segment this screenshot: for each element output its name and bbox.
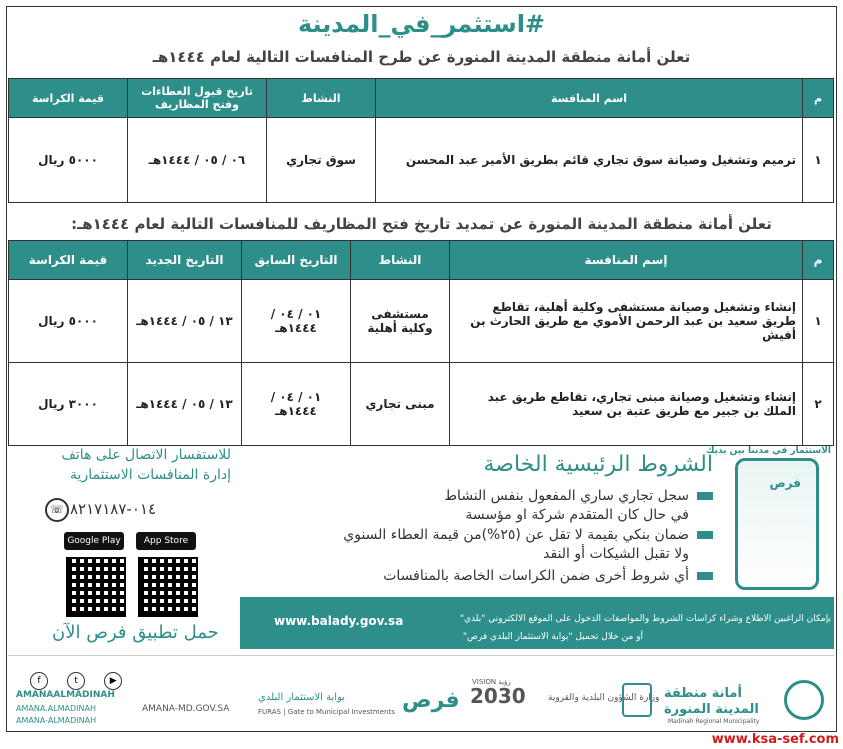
amana-name-line2: المدينة المنورة bbox=[664, 702, 759, 717]
saudi-emblem-icon bbox=[622, 683, 652, 717]
cell-number: ٢ bbox=[803, 363, 834, 446]
vision-2030-logo: 2030 bbox=[470, 684, 526, 708]
col-activity: النشاط bbox=[267, 79, 376, 118]
bullet-icon bbox=[697, 492, 713, 500]
hashtag-title: #استثمر_في_المدينة bbox=[297, 10, 546, 38]
cell-tender-name: إنشاء وتشغيل وصيانة مستشفى وكلية أهلية، تقاطع طريق سعيد بن عبد الرحمن الأموي مع طريق الحارث بن أفيش bbox=[450, 280, 803, 363]
subtitle-tenders: تعلن أمانة منطقة المدينة المنورة عن طرح المنافسات التالية لعام ١٤٤٤هـ bbox=[152, 48, 691, 66]
col-price: قيمة الكراسة bbox=[9, 241, 128, 280]
cell-activity: مبنى تجاري bbox=[351, 363, 450, 446]
col-tender-name: إسم المنافسة bbox=[450, 241, 803, 280]
portal-name-ar: بوابة الاستثمار البلدي bbox=[258, 692, 346, 703]
subtitle-extension: تعلن أمانة منطقة المدينة المنورة عن تمديد تاريخ فتح المظاريف للمنافسات التالية لعام ١٤٤٤هـ: bbox=[71, 215, 772, 233]
facebook-icon[interactable]: f bbox=[30, 672, 48, 690]
col-new-date: التاريخ الجديد bbox=[128, 241, 242, 280]
qr-code-google-play[interactable] bbox=[66, 557, 126, 617]
ministry-name: وزارة الشؤون البلدية والقروية bbox=[548, 693, 660, 703]
condition-item: أي شروط أخرى ضمن الكراسات الخاصة بالمنافسات bbox=[383, 568, 713, 584]
amana-logo-icon bbox=[784, 680, 824, 720]
cell-activity: مستشفى وكلية أهلية bbox=[351, 280, 450, 363]
band-text: أو من خلال تحميل "بوابة الاستثمار البلدي فرص" bbox=[462, 632, 643, 642]
watermark: www.ksa-sef.com bbox=[711, 732, 839, 747]
qr-code-app-store[interactable] bbox=[138, 557, 198, 617]
furas-app-logo: فرص bbox=[769, 476, 801, 490]
amana-website[interactable]: AMANA-MD.GOV.SA bbox=[142, 704, 230, 714]
table-row bbox=[9, 280, 834, 363]
amana-name-en: Madinah Regional Municipality bbox=[668, 718, 760, 725]
inquiry-line1: للاستفسار الاتصال على هاتف bbox=[61, 447, 231, 463]
extension-table bbox=[8, 240, 834, 446]
condition-item: سجل تجاري ساري المفعول بنفس النشاط bbox=[444, 488, 713, 504]
snapchat-handle[interactable]: AMANA-ALMADINAH bbox=[16, 716, 97, 725]
condition-item: ضمان بنكي بقيمة لا تقل عن (٢٥%)من قيمة العطاء السنوي bbox=[343, 527, 713, 543]
condition-item-cont: ولا تقبل الشيكات أو النقد bbox=[543, 546, 689, 562]
inquiry-line2: إدارة المنافسات الاستثمارية bbox=[70, 467, 231, 483]
condition-item-cont: في حال كان المتقدم شركة او مؤسسة bbox=[465, 507, 689, 523]
col-previous-date: التاريخ السابق bbox=[242, 241, 351, 280]
phone-mock-label: الاستثمار في مدننا بين يديك bbox=[706, 446, 831, 456]
bullet-icon bbox=[697, 572, 713, 580]
col-date: تاريخ قبول العطاءات وفتح المظاريف bbox=[128, 79, 267, 118]
col-price: قيمة الكراسة bbox=[9, 79, 128, 118]
cell-number: ١ bbox=[803, 118, 834, 203]
phone-number[interactable]: ٠١٤-٨٢١٧١٨٧ bbox=[70, 500, 156, 518]
cell-tender-name: إنشاء وتشغيل وصيانة مبنى تجاري، تقاطع طريق عبد الملك بن جبير مع طريق عتبة بن سعيد bbox=[450, 363, 803, 446]
vision-label: VISION رؤية bbox=[472, 678, 511, 686]
twitter-icon[interactable]: t bbox=[67, 672, 85, 690]
cell-new-date: ١٣ / ٠٥ / ١٤٤٤هـ bbox=[128, 363, 242, 446]
cell-number: ١ bbox=[803, 280, 834, 363]
col-tender-name: اسم المنافسة bbox=[376, 79, 803, 118]
cell-previous-date: ٠١ / ٠٤ / ١٤٤٤هـ bbox=[242, 363, 351, 446]
conditions-title: الشروط الرئيسية الخاصة bbox=[483, 452, 713, 477]
cell-tender-name: ترميم وتشغيل وصيانة سوق تجاري قائم بطريق الأمير عبد المحسن bbox=[376, 118, 803, 203]
download-app-cta: حمل تطبيق فرص الآن bbox=[52, 622, 219, 643]
amana-name-line1: أمانة منطقة bbox=[664, 686, 742, 701]
cell-price: ٥٠٠٠ ريال bbox=[9, 280, 128, 363]
band-text: بإمكان الراغبين الاطلاع وشراء كراسات الشروط والمواصفات الدخول على الموقع الالكتروني "بلدي" bbox=[459, 614, 831, 624]
social-icons bbox=[30, 668, 136, 690]
cell-new-date: ١٣ / ٠٥ / ١٤٤٤هـ bbox=[128, 280, 242, 363]
col-number: م bbox=[803, 241, 834, 280]
cell-price: ٥٠٠٠ ريال bbox=[9, 118, 128, 203]
social-handle[interactable]: AMANAALMADINAH bbox=[16, 690, 115, 700]
cell-date: ٠٦ / ٠٥ / ١٤٤٤هـ bbox=[128, 118, 267, 203]
tenders-table bbox=[8, 78, 834, 203]
portal-name-en: FURAS | Gate to Municipal Investments bbox=[258, 708, 395, 716]
table-row bbox=[9, 118, 834, 203]
bullet-icon bbox=[697, 531, 713, 539]
col-activity: النشاط bbox=[351, 241, 450, 280]
app-store-badge[interactable]: App Store bbox=[136, 532, 196, 550]
youtube-icon[interactable]: ▶ bbox=[104, 672, 122, 690]
furas-logo: فرص bbox=[402, 688, 460, 713]
balady-link[interactable]: www.balady.gov.sa bbox=[274, 614, 404, 628]
table-row bbox=[9, 363, 834, 446]
phone-icon: ☏ bbox=[45, 498, 69, 522]
cell-price: ٣٠٠٠ ريال bbox=[9, 363, 128, 446]
google-play-badge[interactable]: Google Play bbox=[64, 532, 124, 550]
col-number: م bbox=[803, 79, 834, 118]
cell-previous-date: ٠١ / ٠٤ / ١٤٤٤هـ bbox=[242, 280, 351, 363]
cell-activity: سوق تجاري bbox=[267, 118, 376, 203]
instagram-handle[interactable]: AMANA.ALMADINAH bbox=[16, 704, 97, 713]
